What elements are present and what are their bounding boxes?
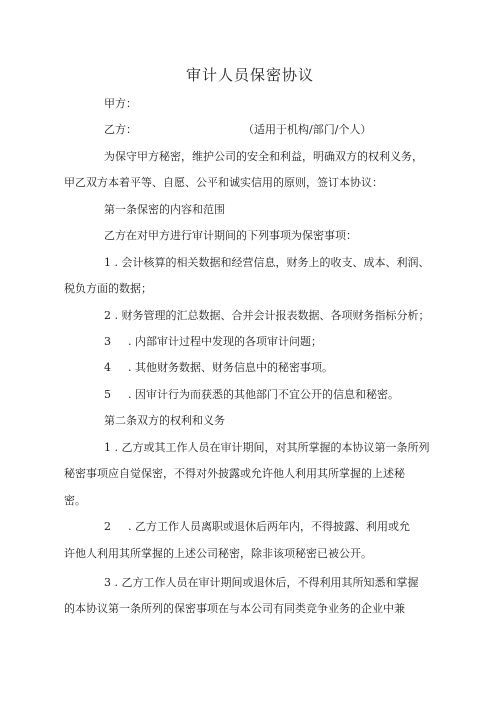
article1-item2: 2 . 财务管理的汇总数据、合并会计报表数据、各项财务指标分析；: [104, 309, 430, 322]
article2-item3-line2: 的本协议第一条所列的保密事项在与本公司有同类竞争业务的企业中兼: [64, 602, 405, 615]
article1-item3-text: . 内部审计过程中发现的各项审计问题；: [128, 335, 322, 348]
article1-item3-number: 3: [104, 335, 111, 348]
intro-line-1: 为保守甲方秘密，维护公司的安全和利益，明确双方的权利义务，: [104, 150, 423, 163]
article2-item2-number: 2: [104, 520, 111, 533]
article2-item3-line1: 3 . 乙方工作人员在审计期间或退休后，不得利用其所知悉和掌握: [104, 576, 419, 589]
party-b-label: 乙方：: [104, 123, 137, 136]
article2-item1-line2: 秘密事项应自觉保密，不得对外披露或允许他人利用其所掌握的上述秘: [64, 467, 405, 480]
party-a-label: 甲方：: [104, 97, 137, 110]
article1-item4-text: . 其他财务数据、财务信息中的秘密事项。: [128, 361, 333, 374]
article1-item1-line1: 1 . 会计核算的相关数据和经营信息，财务上的收支、成本、利润、: [104, 256, 430, 269]
article1-item1-line2: 税负方面的数据；: [64, 282, 152, 295]
article2-heading: 第二条双方的权利和义务: [104, 414, 225, 427]
article1-heading: 第一条保密的内容和范围: [104, 203, 225, 216]
intro-line-2: 甲乙双方本着平等、自愿、公平和诚实信用的原则，签订本协议：: [64, 176, 383, 189]
article2-item2-line2: 许他人利用其所掌握的上述公司秘密，除非该项秘密已被公开。: [64, 547, 372, 560]
party-b-note: （适用于机构/部门/个人）: [243, 123, 372, 136]
article2-item1-line1: 1 . 乙方或其工作人员在审计期间，对其所掌握的本协议第一条所列: [104, 441, 430, 454]
article2-item2-line1: . 乙方工作人员离职或退休后两年内，不得披露、利用或允: [128, 520, 410, 533]
article1-item5-number: 5: [104, 388, 111, 401]
article1-item5-text: . 因审计行为而获悉的其他部门不宜公开的信息和秘密。: [128, 388, 399, 401]
article1-item4-number: 4: [104, 361, 111, 374]
article2-item1-line3: 密。: [64, 494, 86, 507]
document-title: 审计人员保密协议: [185, 66, 314, 84]
article1-intro: 乙方在对甲方进行审计期间的下列事项为保密事项：: [104, 229, 357, 242]
